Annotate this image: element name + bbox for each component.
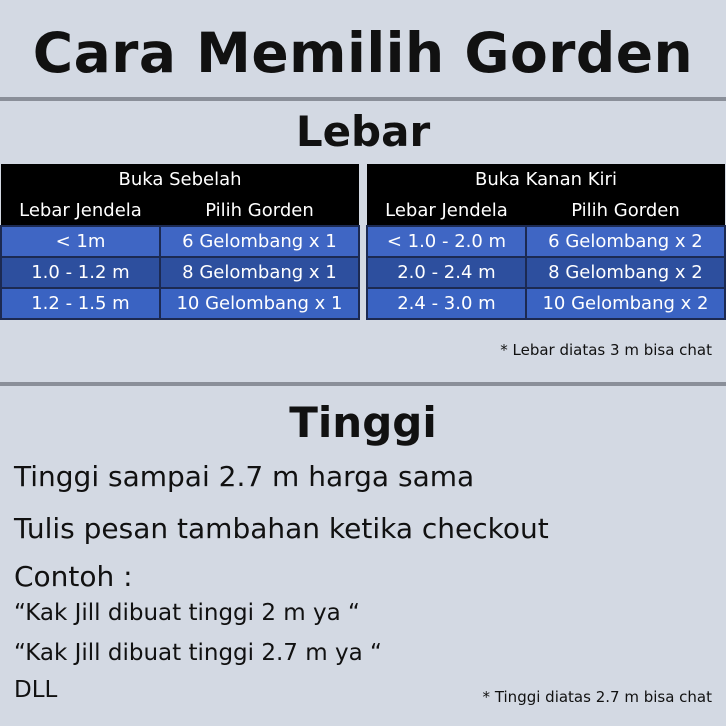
table-row [1,288,359,319]
example-2: “Kak Jill dibuat tinggi 2.7 m ya “ [14,640,382,666]
cell-lebar-jendela: 1.0 - 1.2 m [1,257,160,288]
lebar-heading: Lebar [295,107,431,156]
cell-lebar-jendela: 2.0 - 2.4 m [367,257,526,288]
example-1: “Kak Jill dibuat tinggi 2 m ya “ [14,600,360,626]
table-row [1,226,359,257]
cell-pilih-gorden: 10 Gelombang x 1 [160,288,359,319]
cell-lebar-jendela: 2.4 - 3.0 m [367,288,526,319]
cell-pilih-gorden: 6 Gelombang x 1 [160,226,359,257]
etc-label: DLL [14,677,58,703]
cell-pilih-gorden: 8 Gelombang x 2 [526,257,725,288]
divider-top [0,97,726,101]
tinggi-note: * Tinggi diatas 2.7 m bisa chat [482,688,712,706]
example-label: Contoh : [14,560,133,593]
divider-middle [0,382,726,386]
table-buka-kanan-kiri [366,164,726,320]
table-row [1,257,359,288]
cell-pilih-gorden: 10 Gelombang x 2 [526,288,725,319]
lebar-note: * Lebar diatas 3 m bisa chat [500,341,712,359]
cell-lebar-jendela: 1.2 - 1.5 m [1,288,160,319]
table-group-header: Buka Sebelah [1,164,359,195]
column-header-lebar-jendela: Lebar Jendela [1,195,160,226]
table-buka-sebelah [0,164,360,320]
tinggi-line-1: Tinggi sampai 2.7 m harga sama [14,460,475,493]
cell-lebar-jendela: < 1m [1,226,160,257]
column-header-pilih-gorden: Pilih Gorden [160,195,359,226]
tinggi-heading: Tinggi [289,398,437,447]
page-title: Cara Memilih Gorden [32,21,694,85]
column-header-pilih-gorden: Pilih Gorden [526,195,725,226]
cell-lebar-jendela: < 1.0 - 2.0 m [367,226,526,257]
tinggi-line-2: Tulis pesan tambahan ketika checkout [14,512,549,545]
cell-pilih-gorden: 6 Gelombang x 2 [526,226,725,257]
table-row [367,226,725,257]
table-row [367,257,725,288]
table-row [367,288,725,319]
column-header-lebar-jendela: Lebar Jendela [367,195,526,226]
cell-pilih-gorden: 8 Gelombang x 1 [160,257,359,288]
table-group-header: Buka Kanan Kiri [367,164,725,195]
